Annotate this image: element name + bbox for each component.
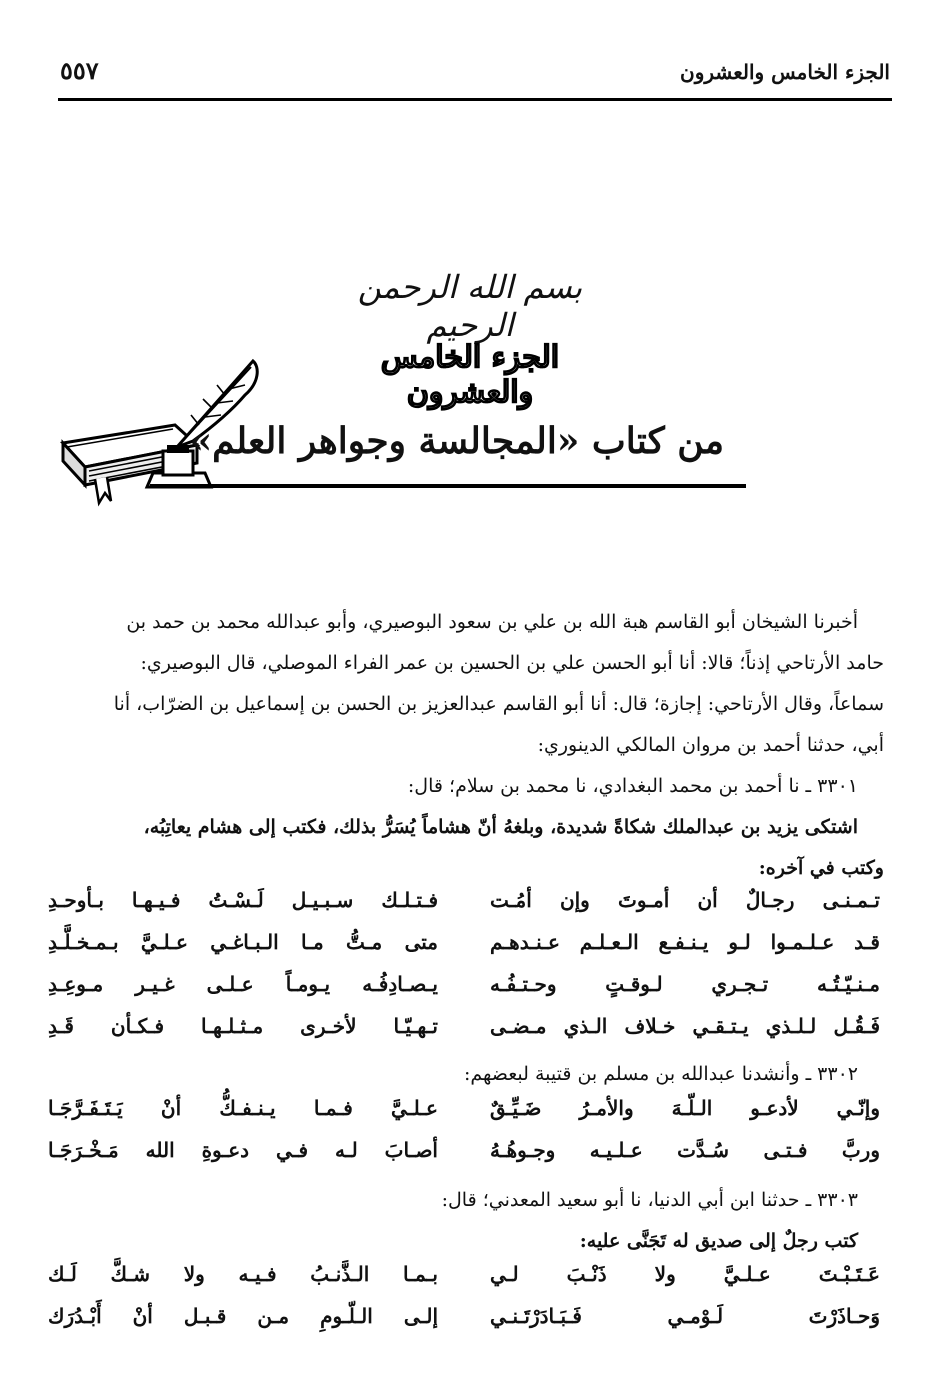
part-title: الجزء الخامس والعشرون — [380, 340, 560, 410]
verse-line — [48, 1014, 880, 1054]
entry-3301 — [52, 766, 884, 889]
intro-line: أخبرنا الشيخان أبو القاسم هبة الله بن علي بن سعود البوصيري، وأبو عبدالله محمد بن حمد بن — [126, 611, 858, 633]
entry-3303 — [52, 1180, 884, 1262]
verse-first-hemistich: عَـتَـبْـتَ عـلـيَّ ولا ذَنْـبَ لـي — [490, 1262, 880, 1286]
intro-line: حامد الأرتاحي إذناً؛ قالا: أنا أبو الحسن علي بن الحسين بن عمر الفراء الموصلي، قال البوصيري: — [140, 652, 884, 674]
verse-first-hemistich: قـد عـلـمـوا لـو يـنـفـع الـعـلـم عـنـدهـم — [490, 930, 880, 954]
book-title: من كتاب «المجالسة وجواهر العلم» — [189, 420, 724, 462]
verse-second-hemistich: إلـى الـلّـومِ مـن قـبـل أنْ أَبْـدُرَك — [48, 1304, 438, 1328]
entry-text: وكتب في آخره: — [758, 857, 884, 879]
verse-second-hemistich: بـمـا الـذَّنـبُ فـيـه ولا شـكَّ لَـك — [48, 1262, 438, 1286]
entry-text: كتب رجلٌ إلى صديق له تَجَنَّى عليه: — [579, 1230, 858, 1252]
running-title: الجزء الخامس والعشرون — [680, 60, 890, 84]
verse-second-hemistich: يـصـادِفُـه يـومـاً عـلـى غـيـر مـوعِـدِ — [48, 972, 438, 996]
verse-line — [48, 1138, 880, 1178]
verse-line — [48, 888, 880, 928]
verse-second-hemistich: متى مـتُّ مـا الـبـاغـي عـلـيَّ بـمـخـلَّـدِ — [48, 930, 438, 954]
verse-second-hemistich: فـتـلـك سـبـيـل لَـسْـتُ فـيـهـا بـأوحـدِ — [48, 888, 438, 912]
intro-line: سماعاً، وقال الأرتاحي: إجازة؛ قال: أنا أبو القاسم عبدالعزيز بن الحسن بن إسماعيل بن الضرّاب، أنا — [113, 693, 884, 715]
page-number: ٥٥٧ — [60, 56, 99, 85]
entry-chain: ٣٣٠١ ـ نا أحمد بن محمد البغدادي، نا محمد بن سلام؛ قال: — [407, 775, 858, 797]
page-header — [60, 50, 890, 96]
verse-second-hemistich: تـهـيّـا لأخـرى مـثـلـهـا فـكـأن قَـدِ — [48, 1014, 438, 1038]
basmala: بسم الله الرحمن الرحيم — [357, 268, 583, 344]
title-rule — [150, 484, 746, 488]
verse-line — [48, 972, 880, 1012]
verse-second-hemistich: عـلـيَّ فـمـا يـنـفـكُّ أنْ يَـتَـفَـرَّجَـا — [48, 1096, 438, 1120]
verse-line — [48, 1262, 880, 1302]
verse-second-hemistich: أصـابَ لـه فـي دعـوةِ الله مَـخْـرَجَـا — [48, 1138, 438, 1162]
isnad-introduction — [52, 602, 884, 766]
entry-text: اشتكى يزيد بن عبدالملك شكاةً شديدة، وبلغهُ أنّ هشاماً يُسَرُّ بذلك، فكتب إلى هشام يعاتِبُه، — [143, 816, 858, 838]
verse-line — [48, 1096, 880, 1136]
verse-first-hemistich: وربَّ فـتـى سُـدَّت عـلـيـه وجـوهُـهُ — [490, 1138, 880, 1162]
verse-line — [48, 930, 880, 970]
verse-first-hemistich: وَحـاذَرْتَ لَـوْمـي فَـبَـادَرْتَـنـي — [490, 1304, 880, 1328]
verse-first-hemistich: وإنّـي لأدعـو الـلّـهَ والأمـرُ ضَـيِّـقٌ — [490, 1096, 880, 1120]
verse-first-hemistich: تـمـنـى رجـالٌ أن أمـوتَ وإن أمُـت — [490, 888, 880, 912]
entry-chain: ٣٣٠٢ ـ وأنشدنا عبدالله بن مسلم بن قتيبة لبعضهم: — [463, 1063, 858, 1085]
verse-line — [48, 1304, 880, 1344]
entry-3302 — [52, 1054, 884, 1095]
entry-chain: ٣٣٠٣ ـ حدثنا ابن أبي الدنيا، نا أبو سعيد المعدني؛ قال: — [441, 1189, 858, 1211]
verse-first-hemistich: مـنـيّـتُـه تـجـري لـوقـتٍ وحـتـفُـه — [490, 972, 880, 996]
header-rule — [58, 98, 892, 101]
intro-line: أبي، حدثنا أحمد بن مروان المالكي الدينوري: — [537, 734, 884, 756]
verse-first-hemistich: فَـقُـل لـلـذي يـتـقـي خـلاف الـذي مـضـى — [490, 1014, 880, 1038]
